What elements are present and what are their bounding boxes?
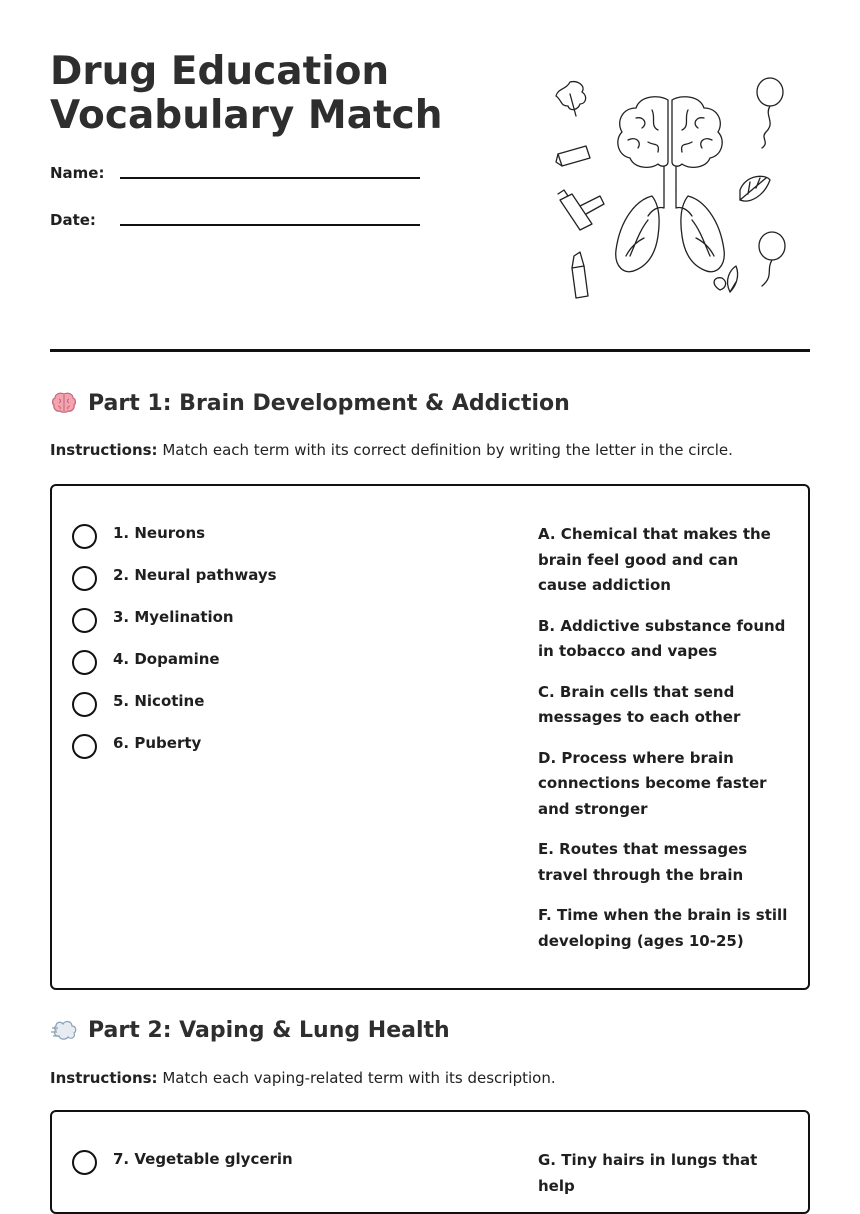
definition-item: C. Brain cells that send messages to each other (538, 682, 741, 726)
balloon-icon-bottom (759, 232, 785, 286)
term-row (72, 690, 492, 732)
answer-circle[interactable] (72, 650, 97, 675)
term-row (72, 564, 492, 606)
part2-match-box (50, 1110, 810, 1214)
answer-circle[interactable] (72, 566, 97, 591)
term-label: 3. Myelination (113, 608, 234, 626)
disposable-vape-icon (572, 252, 588, 298)
part1-heading: Part 1: Brain Development & Addiction (88, 390, 570, 416)
part1-heading-row (50, 389, 570, 417)
part2-instructions-text: Match each vaping-related term with its description. (157, 1069, 556, 1087)
definition-item: F. Time when the brain is still developing (ages 10-25) (538, 906, 788, 950)
title-line-1: Drug Education (50, 49, 390, 94)
brain-icon (618, 97, 722, 190)
date-line[interactable] (120, 224, 420, 226)
definition-item: D. Process where brain connections become faster and stronger (538, 748, 767, 818)
term-label: 6. Puberty (113, 734, 202, 752)
term-row (72, 522, 492, 564)
term-label: 2. Neural pathways (113, 566, 277, 584)
term-label: 4. Dopamine (113, 650, 220, 668)
part1-terms-list (72, 522, 492, 774)
leaf-icon (740, 176, 770, 201)
answer-circle[interactable] (72, 692, 97, 717)
lungs-icon (616, 190, 725, 272)
answer-circle[interactable] (72, 734, 97, 759)
brain-lungs-illustration (540, 70, 800, 310)
part2-definitions-list (538, 1148, 792, 1214)
part1-instructions (50, 441, 733, 459)
term-row (72, 648, 492, 690)
answer-circle[interactable] (72, 1150, 97, 1175)
definition-item: E. Routes that messages travel through the brain (538, 840, 748, 884)
dash-cloud-icon (50, 1016, 78, 1044)
cartridge-icon (556, 146, 590, 166)
part2-heading-row (50, 1016, 450, 1044)
term-label: 5. Nicotine (113, 692, 205, 710)
part2-instructions (50, 1069, 556, 1087)
part2-heading: Part 2: Vaping & Lung Health (88, 1017, 450, 1043)
definition-item: B. Addictive substance found in tobacco and vapes (538, 616, 786, 660)
term-row (72, 732, 492, 774)
term-label: 7. Vegetable glycerin (113, 1150, 293, 1168)
name-line[interactable] (120, 177, 420, 179)
part1-match-box (50, 484, 810, 990)
term-row (72, 606, 492, 648)
part1-instructions-text: Match each term with its correct definition by writing the letter in the circle. (157, 441, 733, 459)
title-line-2: Vocabulary Match (50, 93, 443, 138)
definition-item: A. Chemical that makes the brain feel good and can cause addiction (538, 525, 771, 594)
term-row (72, 1148, 492, 1190)
part2-terms-list (72, 1148, 492, 1190)
section-divider (50, 349, 810, 352)
plant-icon (556, 82, 586, 116)
worksheet-title (50, 50, 510, 138)
part2-instructions-label: Instructions: (50, 1069, 158, 1087)
brain-icon (50, 389, 78, 417)
part1-instructions-label: Instructions: (50, 441, 158, 459)
vape-pen-icon (558, 190, 604, 230)
balloon-icon-top (757, 78, 783, 148)
part1-definitions-list (538, 522, 792, 969)
name-label: Name: (50, 164, 105, 182)
definition-item: G. Tiny hairs in lungs that help (538, 1151, 758, 1195)
answer-circle[interactable] (72, 524, 97, 549)
date-label: Date: (50, 211, 96, 229)
term-label: 1. Neurons (113, 524, 206, 542)
answer-circle[interactable] (72, 608, 97, 633)
